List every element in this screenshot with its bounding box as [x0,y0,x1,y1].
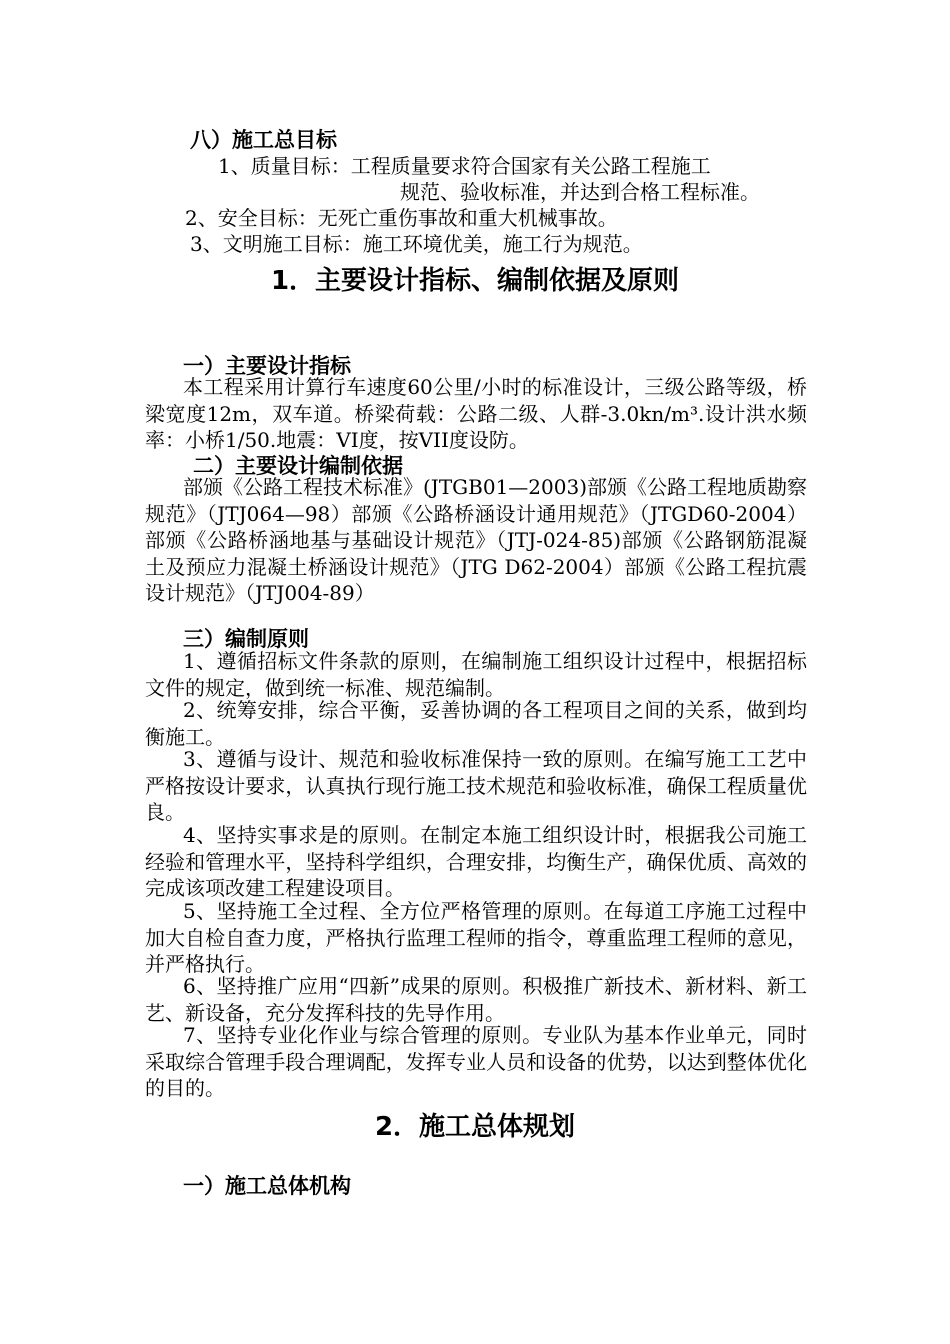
design-basis-text: 部颁《公路工程技术标准》(JTGB01—2003)部颁《公路工程地质勘察规范》（JTJ064—98）部颁《公路桥涵设计通用规范》（JTGD60-2004）部颁《公路桥涵地基与基础设计规范》（JTJ-024-85)部颁《公路钢筋混凝土及预应力混凝土桥涵设计规范》（JTG D62-2004）部颁《公路工程抗震设计规范》（JTJ004-89） [145,475,807,605]
principle-item: 7、坚持专业化作业与综合管理的原则。专业队为基本作业单元，同时采取综合管理手段合理调配，发挥专业人员和设备的优势，以达到整体优化的目的。 [145,1023,807,1100]
quality-goal-line-2: 规范、验收标准，并达到合格工程标准。 [400,180,760,204]
civil-goal: 3、文明施工目标：施工环境优美，施工行为规范。 [190,232,643,256]
principle-item: 1、遵循招标文件条款的原则，在编制施工组织设计过程中，根据招标文件的规定，做到统一标准、规范编制。 [145,649,807,700]
chapter-2-title: 2．施工总体规划 [374,1112,576,1142]
construction-organization-heading: 一）施工总体机构 [183,1174,351,1198]
design-basis-heading: 二）主要设计编制依据 [193,454,403,478]
principle-item: 3、遵循与设计、规范和验收标准保持一致的原则。在编写施工工艺中严格按设计要求，认真执行现行施工技术规范和验收标准，确保工程质量优良。 [145,747,807,824]
goals-title: 八）施工总目标 [190,128,337,152]
principles-heading: 三）编制原则 [183,627,309,651]
safety-goal: 2、安全目标：无死亡重伤事故和重大机械事故。 [185,206,618,230]
chapter-1-title: 1．主要设计指标、编制依据及原则 [270,266,680,296]
principle-item: 5、坚持施工全过程、全方位严格管理的原则。在每道工序施工过程中加大自检自查力度，严格执行监理工程师的指令，尊重监理工程师的意见，并严格执行。 [145,899,807,976]
quality-goal-line-1: 1、质量目标：工程质量要求符合国家有关公路工程施工 [218,154,711,178]
principle-item: 6、坚持推广应用“四新”成果的原则。积极推广新技术、新材料、新工艺、新设备，充分发挥科技的先导作用。 [145,974,807,1025]
principle-item: 2、统筹安排，综合平衡，妥善协调的各工程项目之间的关系，做到均衡施工。 [145,698,807,749]
principle-item: 4、坚持实事求是的原则。在制定本施工组织设计时，根据我公司施工经验和管理水平，坚持科学组织，合理安排，均衡生产，确保优质、高效的完成该项改建工程建设项目。 [145,823,807,900]
design-index-text: 本工程采用计算行车速度60公里/小时的标准设计，三级公路等级，桥梁宽度12m，双车道。桥梁荷载：公路二级、人群-3.0kn/m³.设计洪水频率：小桥1/50.地震：VI度，按VII度设防。 [145,375,807,452]
design-index-heading: 一）主要设计指标 [183,354,351,378]
